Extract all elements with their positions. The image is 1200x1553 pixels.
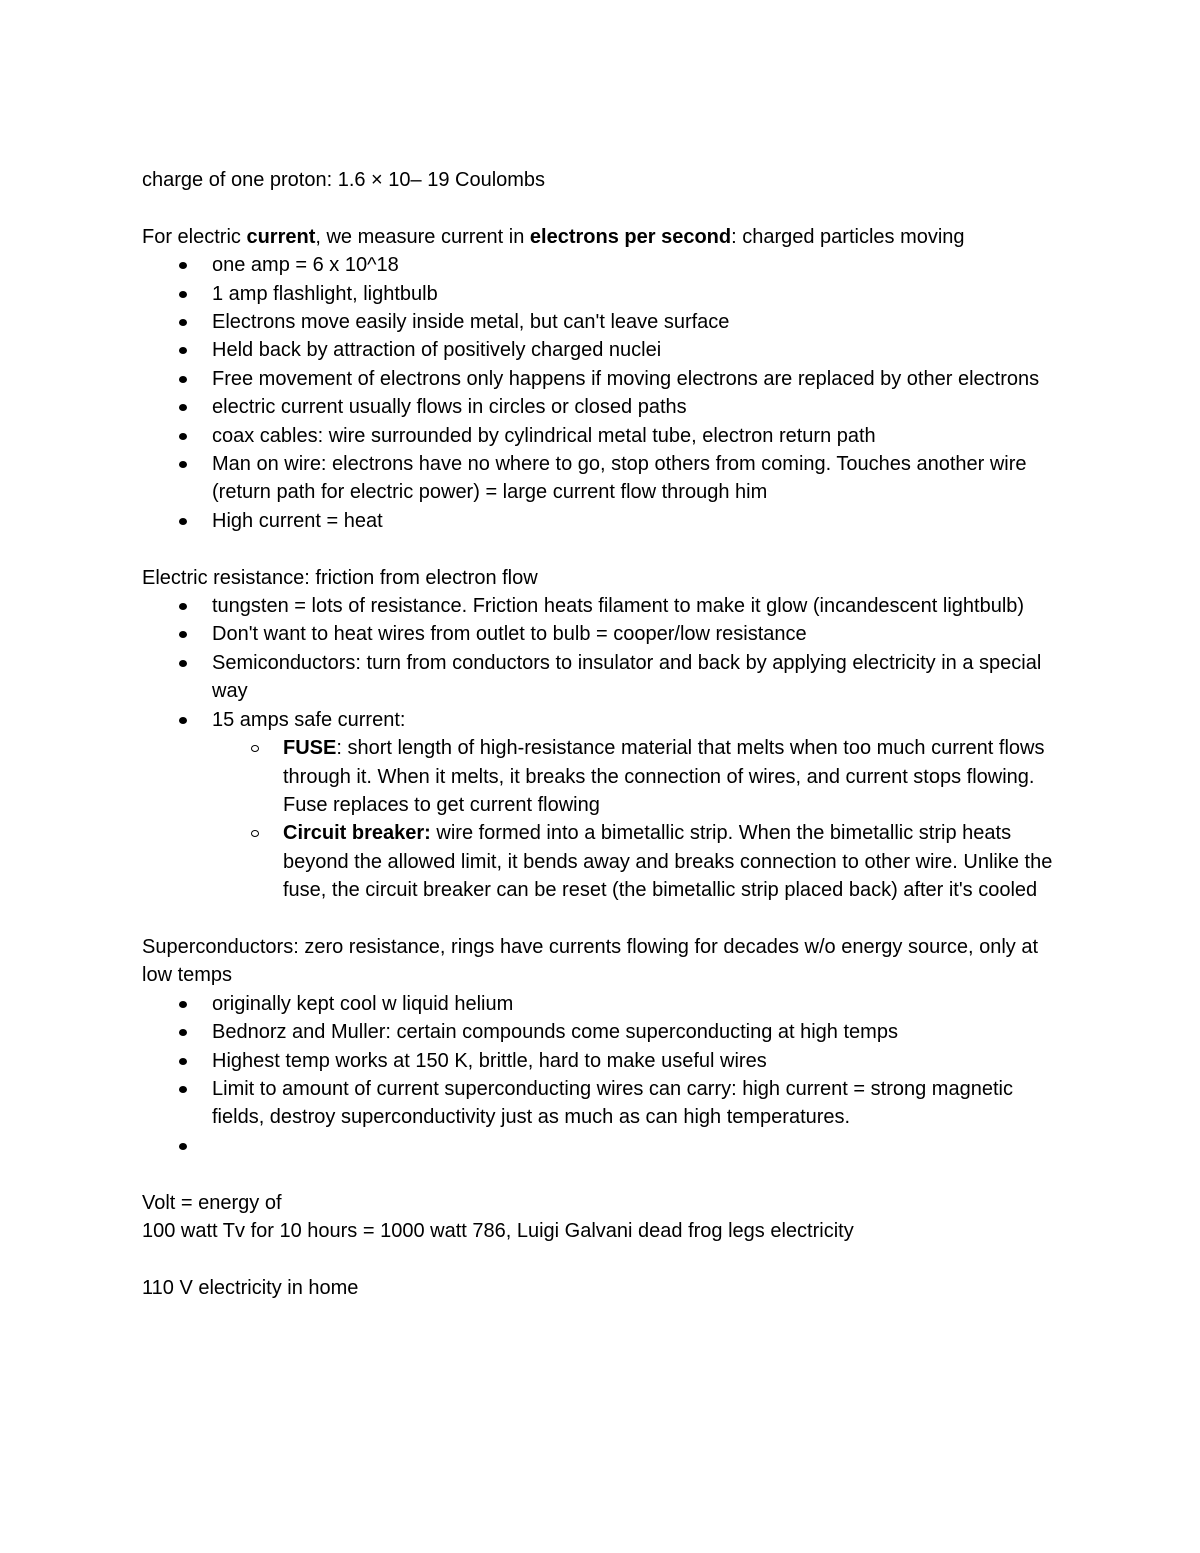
list-item: Held back by attraction of positively charged nuclei <box>142 336 1062 364</box>
list-item: High current = heat <box>142 507 1062 535</box>
list-item: Don't want to heat wires from outlet to bulb = cooper/low resistance <box>142 620 1062 648</box>
document-body <box>142 166 1062 1302</box>
circuit-breaker-description: wire formed into a bimetallic strip. When the bimetallic strip heats beyond the allowed limit, it bends away and breaks connection to other wire. Unlike the fuse, the circuit breaker can be reset (the bimetallic strip placed back) after it's cooled <box>283 822 1053 902</box>
list-item: electric current usually flows in circles or closed paths <box>142 393 1062 421</box>
list-item: Free movement of electrons only happens if moving electrons are replaced by other electrons <box>142 365 1062 393</box>
resistance-intro: Electric resistance: friction from electron flow <box>142 566 538 589</box>
watt-line: 100 watt Tv for 10 hours = 1000 watt 786, Luigi Galvani dead frog legs electricity <box>142 1219 854 1242</box>
electrons-per-second-term: electrons per second <box>529 225 732 248</box>
sublist-item-circuit-breaker <box>212 819 1062 904</box>
list-item: 1 amp flashlight, lightbulb <box>142 280 1062 308</box>
list-item: originally kept cool w liquid helium <box>142 990 1062 1018</box>
list-item: coax cables: wire surrounded by cylindrical metal tube, electron return path <box>142 422 1062 450</box>
current-term: current <box>246 225 316 248</box>
current-bullet-list <box>142 251 1062 535</box>
spacer <box>142 1245 1062 1273</box>
home-voltage-line: 110 V electricity in home <box>142 1276 359 1299</box>
list-item-text: 15 amps safe current: <box>212 708 406 731</box>
resistance-bullet-list <box>142 592 1062 904</box>
list-item <box>142 706 1062 905</box>
list-item: one amp = 6 x 10^18 <box>142 251 1062 279</box>
list-item: Semiconductors: turn from conductors to insulator and back by applying electricity in a special way <box>142 649 1062 706</box>
superconductors-intro: Superconductors: zero resistance, rings have currents flowing for decades w/o energy source, only at low temps <box>142 935 1039 987</box>
volt-line: Volt = energy of <box>142 1191 282 1214</box>
list-item: Bednorz and Muller: certain compounds come superconducting at high temps <box>142 1018 1062 1046</box>
list-item: Electrons move easily inside metal, but can't leave surface <box>142 308 1062 336</box>
proton-charge-line: charge of one proton: 1.6 × 10– 19 Coulombs <box>142 169 546 191</box>
empty-list-item <box>142 1132 1062 1160</box>
current-intro-a: For electric <box>142 225 247 248</box>
spacer <box>142 535 1062 563</box>
current-intro <box>142 223 1062 251</box>
list-item: Man on wire: electrons have no where to go, stop others from coming. Touches another wire (return path for electric power) = large current flow through him <box>142 450 1062 507</box>
spacer <box>142 905 1062 933</box>
fuse-term: FUSE <box>283 737 337 760</box>
current-intro-c: , we measure current in <box>315 225 530 248</box>
list-item: tungsten = lots of resistance. Friction heats filament to make it glow (incandescent lightbulb) <box>142 592 1062 620</box>
circuit-breaker-term: Circuit breaker: <box>283 822 431 845</box>
sublist-item-fuse <box>212 734 1062 819</box>
superconductors-bullet-list <box>142 990 1062 1160</box>
fuse-description: : short length of high-resistance material that melts when too much current flows through it. When it melts, it breaks the connection of wires, and current stops flowing. Fuse replaces to get current flowing <box>283 737 1045 816</box>
safety-device-sublist <box>212 734 1062 904</box>
spacer <box>142 1160 1062 1188</box>
current-intro-e: : charged particles moving <box>731 225 965 248</box>
list-item: Limit to amount of current superconducting wires can carry: high current = strong magnetic fields, destroy superconductivity just as much as can high temperatures. <box>142 1075 1062 1132</box>
list-item: Highest temp works at 150 K, brittle, hard to make useful wires <box>142 1047 1062 1075</box>
spacer <box>142 194 1062 222</box>
